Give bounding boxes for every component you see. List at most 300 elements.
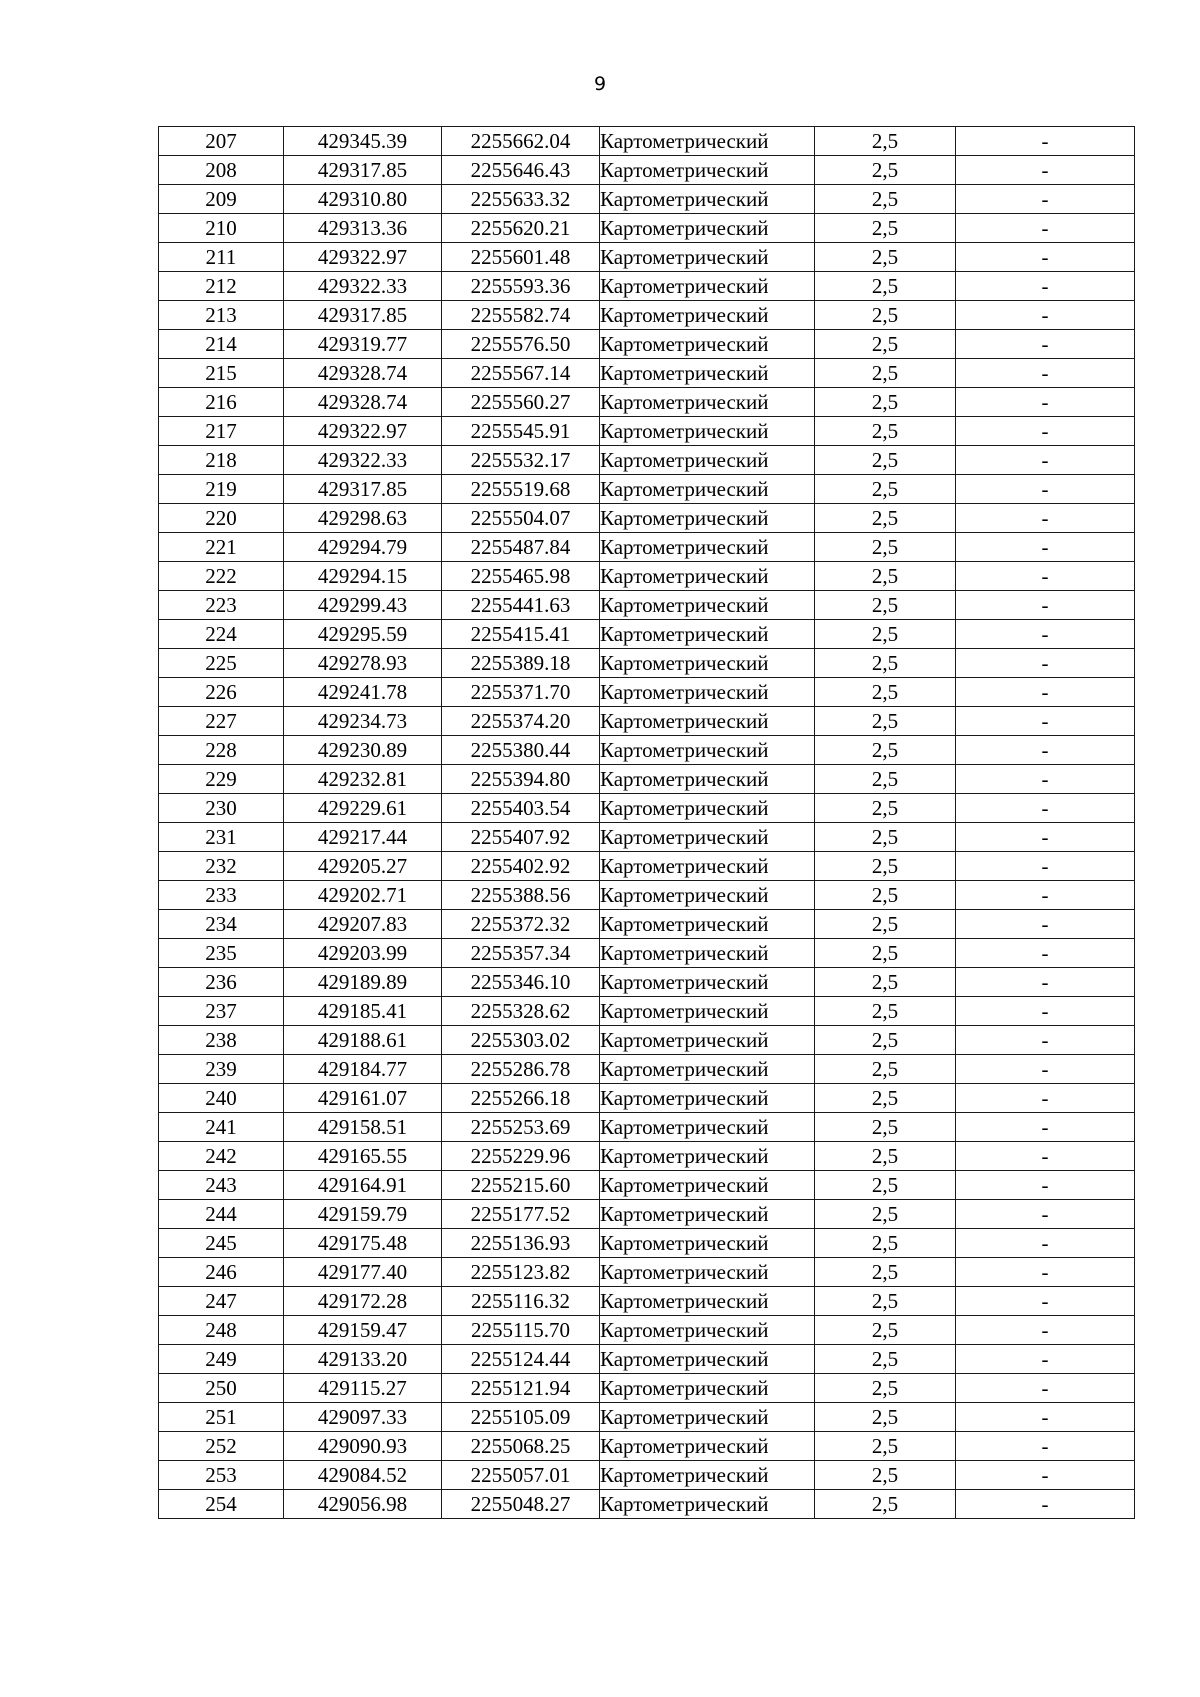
y-coordinate-cell: 2255177.52 <box>442 1200 600 1229</box>
y-coordinate-cell: 2255567.14 <box>442 359 600 388</box>
point-number-cell: 244 <box>159 1200 284 1229</box>
y-coordinate-cell: 2255253.69 <box>442 1113 600 1142</box>
accuracy-cell: 2,5 <box>815 504 956 533</box>
note-cell: - <box>956 1287 1135 1316</box>
note-cell: - <box>956 417 1135 446</box>
x-coordinate-cell: 429319.77 <box>284 330 442 359</box>
note-cell: - <box>956 533 1135 562</box>
table-row <box>159 185 1135 214</box>
table-row <box>159 475 1135 504</box>
method-cell: Картометрический <box>600 1374 815 1403</box>
method-cell: Картометрический <box>600 214 815 243</box>
point-number-cell: 251 <box>159 1403 284 1432</box>
accuracy-cell: 2,5 <box>815 1084 956 1113</box>
method-cell: Картометрический <box>600 417 815 446</box>
method-cell: Картометрический <box>600 1345 815 1374</box>
note-cell: - <box>956 939 1135 968</box>
method-cell: Картометрический <box>600 1084 815 1113</box>
y-coordinate-cell: 2255576.50 <box>442 330 600 359</box>
point-number-cell: 229 <box>159 765 284 794</box>
y-coordinate-cell: 2255068.25 <box>442 1432 600 1461</box>
accuracy-cell: 2,5 <box>815 562 956 591</box>
point-number-cell: 232 <box>159 852 284 881</box>
method-cell: Картометрический <box>600 504 815 533</box>
note-cell: - <box>956 678 1135 707</box>
accuracy-cell: 2,5 <box>815 1229 956 1258</box>
method-cell: Картометрический <box>600 765 815 794</box>
x-coordinate-cell: 429322.33 <box>284 446 442 475</box>
method-cell: Картометрический <box>600 446 815 475</box>
x-coordinate-cell: 429158.51 <box>284 1113 442 1142</box>
x-coordinate-cell: 429317.85 <box>284 156 442 185</box>
y-coordinate-cell: 2255519.68 <box>442 475 600 504</box>
x-coordinate-cell: 429207.83 <box>284 910 442 939</box>
point-number-cell: 225 <box>159 649 284 678</box>
x-coordinate-cell: 429175.48 <box>284 1229 442 1258</box>
y-coordinate-cell: 2255371.70 <box>442 678 600 707</box>
x-coordinate-cell: 429345.39 <box>284 127 442 156</box>
table-row <box>159 1287 1135 1316</box>
note-cell: - <box>956 330 1135 359</box>
point-number-cell: 209 <box>159 185 284 214</box>
note-cell: - <box>956 214 1135 243</box>
note-cell: - <box>956 185 1135 214</box>
x-coordinate-cell: 429205.27 <box>284 852 442 881</box>
method-cell: Картометрический <box>600 678 815 707</box>
table-row <box>159 736 1135 765</box>
method-cell: Картометрический <box>600 388 815 417</box>
method-cell: Картометрический <box>600 823 815 852</box>
table-row <box>159 1229 1135 1258</box>
method-cell: Картометрический <box>600 1055 815 1084</box>
x-coordinate-cell: 429159.79 <box>284 1200 442 1229</box>
table-row <box>159 910 1135 939</box>
method-cell: Картометрический <box>600 1258 815 1287</box>
y-coordinate-cell: 2255057.01 <box>442 1461 600 1490</box>
x-coordinate-cell: 429298.63 <box>284 504 442 533</box>
table-row <box>159 1403 1135 1432</box>
x-coordinate-cell: 429322.97 <box>284 243 442 272</box>
accuracy-cell: 2,5 <box>815 330 956 359</box>
y-coordinate-cell: 2255532.17 <box>442 446 600 475</box>
x-coordinate-cell: 429203.99 <box>284 939 442 968</box>
note-cell: - <box>956 649 1135 678</box>
note-cell: - <box>956 1200 1135 1229</box>
table-row <box>159 1142 1135 1171</box>
x-coordinate-cell: 429310.80 <box>284 185 442 214</box>
table-row <box>159 649 1135 678</box>
y-coordinate-cell: 2255121.94 <box>442 1374 600 1403</box>
accuracy-cell: 2,5 <box>815 736 956 765</box>
page-number: 9 <box>593 73 607 95</box>
accuracy-cell: 2,5 <box>815 533 956 562</box>
method-cell: Картометрический <box>600 1142 815 1171</box>
y-coordinate-cell: 2255123.82 <box>442 1258 600 1287</box>
note-cell: - <box>956 1171 1135 1200</box>
accuracy-cell: 2,5 <box>815 1403 956 1432</box>
accuracy-cell: 2,5 <box>815 707 956 736</box>
x-coordinate-cell: 429097.33 <box>284 1403 442 1432</box>
accuracy-cell: 2,5 <box>815 678 956 707</box>
y-coordinate-cell: 2255380.44 <box>442 736 600 765</box>
accuracy-cell: 2,5 <box>815 1200 956 1229</box>
method-cell: Картометрический <box>600 272 815 301</box>
accuracy-cell: 2,5 <box>815 910 956 939</box>
x-coordinate-cell: 429322.33 <box>284 272 442 301</box>
table-row <box>159 591 1135 620</box>
table-row <box>159 301 1135 330</box>
x-coordinate-cell: 429090.93 <box>284 1432 442 1461</box>
method-cell: Картометрический <box>600 707 815 736</box>
y-coordinate-cell: 2255215.60 <box>442 1171 600 1200</box>
note-cell: - <box>956 794 1135 823</box>
table-row <box>159 1258 1135 1287</box>
point-number-cell: 227 <box>159 707 284 736</box>
note-cell: - <box>956 446 1135 475</box>
x-coordinate-cell: 429317.85 <box>284 301 442 330</box>
accuracy-cell: 2,5 <box>815 1374 956 1403</box>
table-row <box>159 852 1135 881</box>
table-row <box>159 446 1135 475</box>
y-coordinate-cell: 2255582.74 <box>442 301 600 330</box>
accuracy-cell: 2,5 <box>815 881 956 910</box>
point-number-cell: 215 <box>159 359 284 388</box>
x-coordinate-cell: 429234.73 <box>284 707 442 736</box>
y-coordinate-cell: 2255662.04 <box>442 127 600 156</box>
method-cell: Картометрический <box>600 562 815 591</box>
y-coordinate-cell: 2255303.02 <box>442 1026 600 1055</box>
table-row <box>159 388 1135 417</box>
table-row <box>159 156 1135 185</box>
table-row <box>159 1171 1135 1200</box>
table-row <box>159 997 1135 1026</box>
table-row <box>159 939 1135 968</box>
point-number-cell: 230 <box>159 794 284 823</box>
y-coordinate-cell: 2255487.84 <box>442 533 600 562</box>
method-cell: Картометрический <box>600 1229 815 1258</box>
accuracy-cell: 2,5 <box>815 214 956 243</box>
x-coordinate-cell: 429165.55 <box>284 1142 442 1171</box>
note-cell: - <box>956 359 1135 388</box>
accuracy-cell: 2,5 <box>815 1258 956 1287</box>
note-cell: - <box>956 475 1135 504</box>
y-coordinate-cell: 2255374.20 <box>442 707 600 736</box>
method-cell: Картометрический <box>600 1113 815 1142</box>
table-row <box>159 1432 1135 1461</box>
note-cell: - <box>956 1142 1135 1171</box>
y-coordinate-cell: 2255388.56 <box>442 881 600 910</box>
note-cell: - <box>956 707 1135 736</box>
y-coordinate-cell: 2255441.63 <box>442 591 600 620</box>
point-number-cell: 212 <box>159 272 284 301</box>
method-cell: Картометрический <box>600 1026 815 1055</box>
table-row <box>159 1490 1135 1519</box>
table-row <box>159 707 1135 736</box>
y-coordinate-cell: 2255124.44 <box>442 1345 600 1374</box>
note-cell: - <box>956 591 1135 620</box>
accuracy-cell: 2,5 <box>815 475 956 504</box>
x-coordinate-cell: 429184.77 <box>284 1055 442 1084</box>
table-row <box>159 533 1135 562</box>
point-number-cell: 238 <box>159 1026 284 1055</box>
table-row <box>159 881 1135 910</box>
x-coordinate-cell: 429115.27 <box>284 1374 442 1403</box>
point-number-cell: 254 <box>159 1490 284 1519</box>
accuracy-cell: 2,5 <box>815 359 956 388</box>
accuracy-cell: 2,5 <box>815 823 956 852</box>
x-coordinate-cell: 429294.79 <box>284 533 442 562</box>
method-cell: Картометрический <box>600 330 815 359</box>
note-cell: - <box>956 127 1135 156</box>
method-cell: Картометрический <box>600 939 815 968</box>
y-coordinate-cell: 2255229.96 <box>442 1142 600 1171</box>
accuracy-cell: 2,5 <box>815 852 956 881</box>
note-cell: - <box>956 1055 1135 1084</box>
point-number-cell: 221 <box>159 533 284 562</box>
method-cell: Картометрический <box>600 533 815 562</box>
point-number-cell: 239 <box>159 1055 284 1084</box>
y-coordinate-cell: 2255136.93 <box>442 1229 600 1258</box>
y-coordinate-cell: 2255357.34 <box>442 939 600 968</box>
accuracy-cell: 2,5 <box>815 794 956 823</box>
y-coordinate-cell: 2255389.18 <box>442 649 600 678</box>
y-coordinate-cell: 2255415.41 <box>442 620 600 649</box>
note-cell: - <box>956 1403 1135 1432</box>
table-row <box>159 359 1135 388</box>
method-cell: Картометрический <box>600 475 815 504</box>
method-cell: Картометрический <box>600 794 815 823</box>
y-coordinate-cell: 2255372.32 <box>442 910 600 939</box>
y-coordinate-cell: 2255593.36 <box>442 272 600 301</box>
table-row <box>159 823 1135 852</box>
y-coordinate-cell: 2255115.70 <box>442 1316 600 1345</box>
table-row <box>159 1026 1135 1055</box>
point-number-cell: 224 <box>159 620 284 649</box>
accuracy-cell: 2,5 <box>815 997 956 1026</box>
table-row <box>159 127 1135 156</box>
table-row <box>159 1084 1135 1113</box>
y-coordinate-cell: 2255465.98 <box>442 562 600 591</box>
note-cell: - <box>956 620 1135 649</box>
y-coordinate-cell: 2255633.32 <box>442 185 600 214</box>
method-cell: Картометрический <box>600 1200 815 1229</box>
method-cell: Картометрический <box>600 881 815 910</box>
point-number-cell: 207 <box>159 127 284 156</box>
note-cell: - <box>956 1026 1135 1055</box>
accuracy-cell: 2,5 <box>815 939 956 968</box>
accuracy-cell: 2,5 <box>815 243 956 272</box>
table-row <box>159 1055 1135 1084</box>
point-number-cell: 217 <box>159 417 284 446</box>
point-number-cell: 247 <box>159 1287 284 1316</box>
point-number-cell: 252 <box>159 1432 284 1461</box>
method-cell: Картометрический <box>600 1287 815 1316</box>
point-number-cell: 245 <box>159 1229 284 1258</box>
note-cell: - <box>956 504 1135 533</box>
method-cell: Картометрический <box>600 127 815 156</box>
point-number-cell: 231 <box>159 823 284 852</box>
method-cell: Картометрический <box>600 1490 815 1519</box>
accuracy-cell: 2,5 <box>815 620 956 649</box>
x-coordinate-cell: 429217.44 <box>284 823 442 852</box>
note-cell: - <box>956 1461 1135 1490</box>
point-number-cell: 211 <box>159 243 284 272</box>
x-coordinate-cell: 429159.47 <box>284 1316 442 1345</box>
x-coordinate-cell: 429313.36 <box>284 214 442 243</box>
note-cell: - <box>956 272 1135 301</box>
x-coordinate-cell: 429299.43 <box>284 591 442 620</box>
table-row <box>159 1374 1135 1403</box>
x-coordinate-cell: 429189.89 <box>284 968 442 997</box>
point-number-cell: 213 <box>159 301 284 330</box>
y-coordinate-cell: 2255105.09 <box>442 1403 600 1432</box>
point-number-cell: 218 <box>159 446 284 475</box>
y-coordinate-cell: 2255394.80 <box>442 765 600 794</box>
note-cell: - <box>956 910 1135 939</box>
point-number-cell: 253 <box>159 1461 284 1490</box>
point-number-cell: 214 <box>159 330 284 359</box>
y-coordinate-cell: 2255560.27 <box>442 388 600 417</box>
point-number-cell: 223 <box>159 591 284 620</box>
y-coordinate-cell: 2255646.43 <box>442 156 600 185</box>
note-cell: - <box>956 1229 1135 1258</box>
point-number-cell: 233 <box>159 881 284 910</box>
method-cell: Картометрический <box>600 1403 815 1432</box>
accuracy-cell: 2,5 <box>815 591 956 620</box>
x-coordinate-cell: 429328.74 <box>284 359 442 388</box>
point-number-cell: 226 <box>159 678 284 707</box>
x-coordinate-cell: 429202.71 <box>284 881 442 910</box>
point-number-cell: 236 <box>159 968 284 997</box>
y-coordinate-cell: 2255504.07 <box>442 504 600 533</box>
note-cell: - <box>956 301 1135 330</box>
x-coordinate-cell: 429172.28 <box>284 1287 442 1316</box>
point-number-cell: 234 <box>159 910 284 939</box>
point-number-cell: 210 <box>159 214 284 243</box>
accuracy-cell: 2,5 <box>815 417 956 446</box>
accuracy-cell: 2,5 <box>815 968 956 997</box>
x-coordinate-cell: 429161.07 <box>284 1084 442 1113</box>
method-cell: Картометрический <box>600 910 815 939</box>
x-coordinate-cell: 429295.59 <box>284 620 442 649</box>
note-cell: - <box>956 562 1135 591</box>
x-coordinate-cell: 429230.89 <box>284 736 442 765</box>
y-coordinate-cell: 2255407.92 <box>442 823 600 852</box>
table-body <box>159 127 1135 1519</box>
accuracy-cell: 2,5 <box>815 272 956 301</box>
table-row <box>159 330 1135 359</box>
note-cell: - <box>956 388 1135 417</box>
method-cell: Картометрический <box>600 185 815 214</box>
point-number-cell: 208 <box>159 156 284 185</box>
method-cell: Картометрический <box>600 301 815 330</box>
y-coordinate-cell: 2255601.48 <box>442 243 600 272</box>
x-coordinate-cell: 429317.85 <box>284 475 442 504</box>
point-number-cell: 216 <box>159 388 284 417</box>
table-row <box>159 678 1135 707</box>
point-number-cell: 240 <box>159 1084 284 1113</box>
table-row <box>159 562 1135 591</box>
y-coordinate-cell: 2255286.78 <box>442 1055 600 1084</box>
accuracy-cell: 2,5 <box>815 301 956 330</box>
method-cell: Картометрический <box>600 1171 815 1200</box>
y-coordinate-cell: 2255328.62 <box>442 997 600 1026</box>
note-cell: - <box>956 1432 1135 1461</box>
method-cell: Картометрический <box>600 359 815 388</box>
accuracy-cell: 2,5 <box>815 1026 956 1055</box>
method-cell: Картометрический <box>600 243 815 272</box>
note-cell: - <box>956 243 1135 272</box>
point-number-cell: 243 <box>159 1171 284 1200</box>
accuracy-cell: 2,5 <box>815 1432 956 1461</box>
x-coordinate-cell: 429188.61 <box>284 1026 442 1055</box>
table-row <box>159 1113 1135 1142</box>
table-row <box>159 620 1135 649</box>
accuracy-cell: 2,5 <box>815 765 956 794</box>
point-number-cell: 220 <box>159 504 284 533</box>
x-coordinate-cell: 429177.40 <box>284 1258 442 1287</box>
table-row <box>159 1316 1135 1345</box>
x-coordinate-cell: 429229.61 <box>284 794 442 823</box>
accuracy-cell: 2,5 <box>815 185 956 214</box>
x-coordinate-cell: 429294.15 <box>284 562 442 591</box>
method-cell: Картометрический <box>600 591 815 620</box>
method-cell: Картометрический <box>600 852 815 881</box>
y-coordinate-cell: 2255620.21 <box>442 214 600 243</box>
x-coordinate-cell: 429232.81 <box>284 765 442 794</box>
point-number-cell: 250 <box>159 1374 284 1403</box>
note-cell: - <box>956 765 1135 794</box>
accuracy-cell: 2,5 <box>815 1316 956 1345</box>
point-number-cell: 242 <box>159 1142 284 1171</box>
point-number-cell: 249 <box>159 1345 284 1374</box>
note-cell: - <box>956 1345 1135 1374</box>
table-row <box>159 1200 1135 1229</box>
x-coordinate-cell: 429241.78 <box>284 678 442 707</box>
y-coordinate-cell: 2255545.91 <box>442 417 600 446</box>
note-cell: - <box>956 997 1135 1026</box>
y-coordinate-cell: 2255403.54 <box>442 794 600 823</box>
accuracy-cell: 2,5 <box>815 1171 956 1200</box>
note-cell: - <box>956 1258 1135 1287</box>
method-cell: Картометрический <box>600 1461 815 1490</box>
y-coordinate-cell: 2255402.92 <box>442 852 600 881</box>
table-row <box>159 765 1135 794</box>
accuracy-cell: 2,5 <box>815 1113 956 1142</box>
note-cell: - <box>956 156 1135 185</box>
table-row <box>159 968 1135 997</box>
point-number-cell: 237 <box>159 997 284 1026</box>
method-cell: Картометрический <box>600 968 815 997</box>
accuracy-cell: 2,5 <box>815 156 956 185</box>
point-number-cell: 248 <box>159 1316 284 1345</box>
x-coordinate-cell: 429322.97 <box>284 417 442 446</box>
x-coordinate-cell: 429328.74 <box>284 388 442 417</box>
accuracy-cell: 2,5 <box>815 1142 956 1171</box>
x-coordinate-cell: 429278.93 <box>284 649 442 678</box>
note-cell: - <box>956 968 1135 997</box>
note-cell: - <box>956 823 1135 852</box>
table-row <box>159 243 1135 272</box>
x-coordinate-cell: 429133.20 <box>284 1345 442 1374</box>
x-coordinate-cell: 429084.52 <box>284 1461 442 1490</box>
note-cell: - <box>956 881 1135 910</box>
table-row <box>159 1345 1135 1374</box>
accuracy-cell: 2,5 <box>815 388 956 417</box>
note-cell: - <box>956 1113 1135 1142</box>
table-row <box>159 214 1135 243</box>
y-coordinate-cell: 2255266.18 <box>442 1084 600 1113</box>
